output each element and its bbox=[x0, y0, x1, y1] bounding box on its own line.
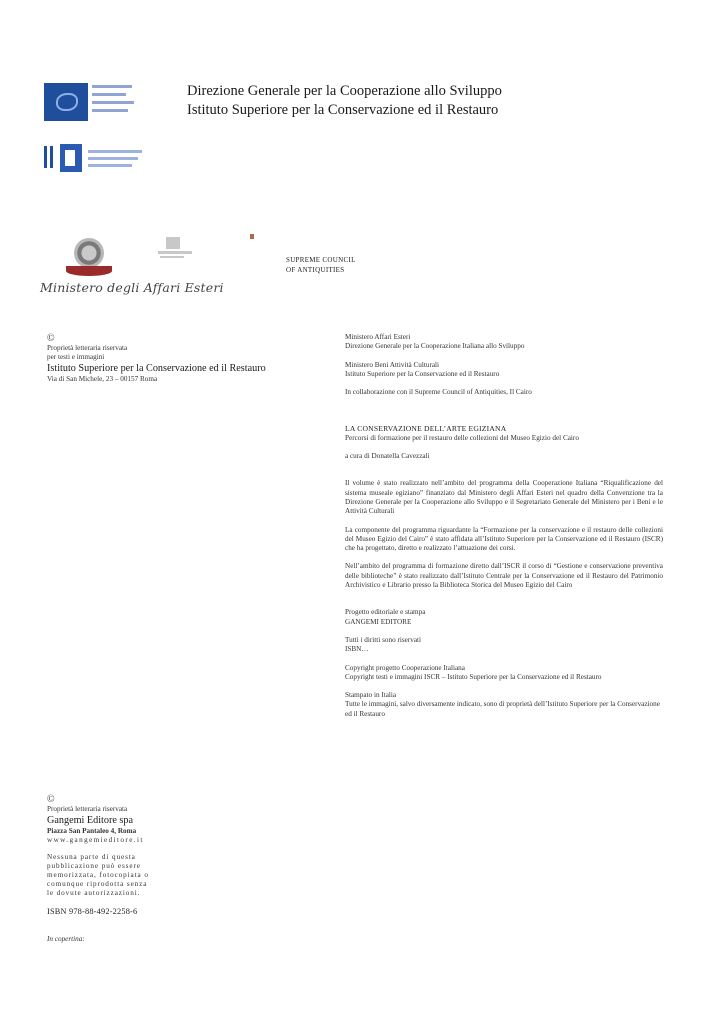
body-paragraph: La componente del programma riguardante la “Formazione per la conservazione e il restauro delle collezioni del Museo Egizio del Cairo” è stato affidata all’Istituto Superiore per la Conservazione ed il Restauro (ISCR) che ha progettato, diretto e realizzato l’attuazione dei corsi. bbox=[345, 525, 663, 553]
body-paragraph: Nell’ambito del programma di formazione diretto dall’ISCR il corso di “Gestione e conservazione preventiva delle biblioteche” è stato realizzato dall’Istituto Centrale per la Conservazione ed il Restauro del Patrimonio Archivistico e Librario presso la Biblioteca Storica del Museo Egizio del Cairo bbox=[345, 562, 663, 590]
colophon-text: Copyright progetto Cooperazione Italiana bbox=[345, 663, 465, 672]
colophon-text: Ministero Affari Esteri bbox=[345, 333, 411, 341]
book-title: LA CONSERVAZIONE DELL’ARTE EGIZIANA bbox=[345, 424, 507, 434]
colophon-text: In collaborazione con il Supreme Council of Antiquities, Il Cairo bbox=[345, 388, 532, 397]
iscr-logo bbox=[44, 140, 144, 176]
iscr-logo-bar bbox=[50, 146, 53, 168]
sca-line-1: SUPREME COUNCIL bbox=[286, 256, 356, 264]
sca-line-2: OF ANTIQUITIES bbox=[286, 266, 345, 274]
emblem-ribbon bbox=[66, 266, 112, 276]
credit-address: Via di San Michele, 23 – 00157 Roma bbox=[47, 375, 158, 383]
header-line-1: Direzione Generale per la Cooperazione allo Sviluppo bbox=[187, 83, 502, 99]
publisher-name: Gangemi Editore spa bbox=[47, 815, 134, 826]
publisher-rights: Proprietà letteraria riservata bbox=[47, 805, 128, 813]
notice-line: memorizzata, fotocopiata o bbox=[47, 871, 149, 879]
mae-logo-mark bbox=[44, 83, 88, 121]
iscr-credit bbox=[47, 333, 266, 384]
iscr-logo-text bbox=[88, 150, 144, 171]
header-line-2: Istituto Superiore per la Conservazione ed il Restauro bbox=[187, 102, 499, 118]
book-curator: a cura di Donatella Cavezzali bbox=[345, 452, 430, 461]
small-mark bbox=[250, 234, 254, 239]
colophon-text: Stampato in Italia bbox=[345, 691, 397, 700]
mae-logo bbox=[44, 83, 138, 121]
italian-republic-emblem bbox=[62, 232, 116, 282]
supreme-council-logotype bbox=[286, 255, 356, 275]
mae-logo-text bbox=[92, 85, 136, 117]
colophon-text: Copyright testi e immagini ISCR – Istituto Superiore per la Conservazione ed il Restauro bbox=[345, 672, 602, 681]
book-subtitle: Percorsi di formazione per il restauro delle collezioni del Museo Egizio del Cairo bbox=[345, 433, 579, 442]
body-paragraph: Il volume è stato realizzato nell’ambito del programma della Cooperazione Italiana “Riqualificazione del sistema museale egiziano” finanziato dal Ministero degli Affari Esteri nel quadro della Convenzione tra la Direzione Generale per la Cooperazione allo Sviluppo e il Segretariato Generale del Ministero per i Beni e le Attività Culturali bbox=[345, 479, 663, 516]
colophon-text: Tutte le immagini, salvo diversamente indicato, sono di proprietà dell’Istituto Superiore per la Conservazione ed il Restauro bbox=[345, 700, 660, 718]
colophon-text: Direzione Generale per la Cooperazione Italiana allo Sviluppo bbox=[345, 342, 525, 351]
notice-line: le dovute autorizzazioni. bbox=[47, 889, 141, 897]
colophon-text: ISBN… bbox=[345, 645, 369, 654]
colophon-text: Ministero Beni Attività Culturali bbox=[345, 360, 440, 369]
colophon-text: Tutti i diritti sono riservati bbox=[345, 635, 422, 644]
emblem-star-icon bbox=[74, 238, 104, 268]
credit-org: Istituto Superiore per la Conservazione ed il Restauro bbox=[47, 363, 266, 374]
iscr-logo-mark bbox=[60, 144, 82, 172]
cover-credit: In copertina: bbox=[47, 935, 85, 943]
publisher-address: Piazza San Pantaleo 4, Roma bbox=[47, 827, 137, 835]
notice-line: comunque riprodotta senza bbox=[47, 880, 148, 888]
iscr-logo-bar bbox=[44, 146, 47, 168]
colophon-text: Progetto editoriale e stampa bbox=[345, 608, 426, 617]
colophon-text: Istituto Superiore per la Conservazione ed il Restauro bbox=[345, 369, 500, 378]
faded-logo bbox=[158, 237, 192, 259]
publisher-website: www.gangemieditore.it bbox=[47, 836, 144, 844]
credit-line-2: per testi e immagini bbox=[47, 353, 105, 361]
colophon-column bbox=[345, 333, 663, 719]
credit-line-1: Proprietà letteraria riservata bbox=[47, 344, 128, 352]
notice-line: pubblicazione può essere bbox=[47, 862, 141, 870]
ministry-signature: Ministero degli Affari Esteri bbox=[40, 280, 224, 295]
colophon-text: GANGEMI EDITORE bbox=[345, 617, 412, 626]
reproduction-notice bbox=[47, 853, 167, 898]
header-title bbox=[187, 82, 502, 120]
isbn: ISBN 978-88-492-2258-6 bbox=[47, 907, 138, 916]
copyright-symbol: © bbox=[47, 333, 55, 344]
notice-line: Nessuna parte di questa bbox=[47, 853, 136, 861]
copyright-symbol: © bbox=[47, 794, 55, 805]
publisher-block bbox=[47, 794, 167, 898]
